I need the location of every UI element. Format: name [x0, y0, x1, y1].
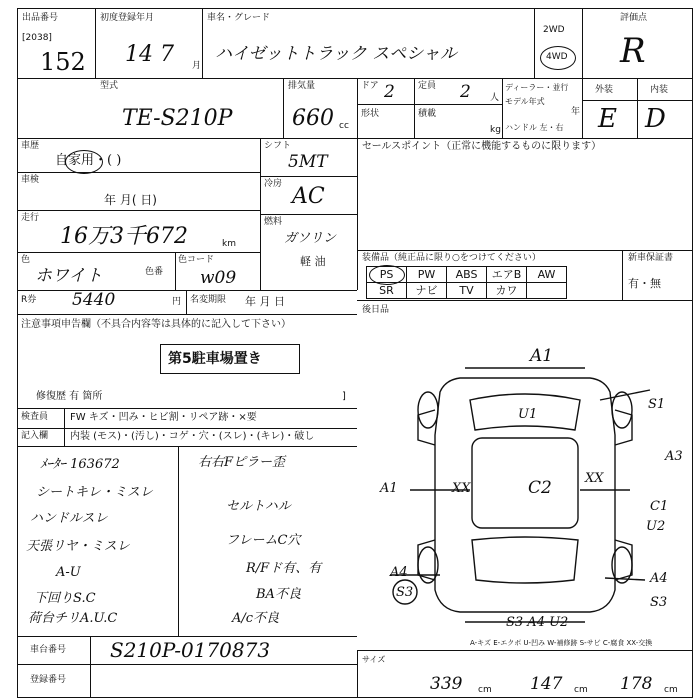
first-reg-label: 初度登録年月	[100, 13, 155, 23]
after-items-label: 後日品	[362, 305, 390, 315]
length-value: 339	[430, 674, 463, 694]
mark-u2-right: U2	[646, 519, 666, 534]
mark-s3-right: S3	[650, 595, 668, 610]
equipment-item: PW	[407, 267, 447, 283]
equipment-item: ABS	[447, 267, 487, 283]
door-label: ドア	[361, 81, 379, 91]
inspector-label: 検査員	[21, 412, 49, 422]
warranty-label: 新車保証書	[628, 253, 674, 263]
lot-label: 出品番号	[22, 13, 59, 23]
damage-legend: A-キズ E-エクボ U-凹み W-補修跡 S-サビ C-腐食 XX-交換	[470, 639, 653, 647]
mark-bottom: S3 A4 U2	[506, 615, 569, 630]
mark-c1: C1	[650, 499, 669, 514]
record-label: 記入欄	[21, 431, 49, 441]
exterior-value: E	[598, 104, 617, 134]
mark-a4-right: A4	[650, 571, 668, 586]
color-value: ホワイト	[35, 266, 103, 286]
grade-value: R	[620, 31, 646, 71]
mark-s3-circle: S3	[396, 585, 414, 600]
capacity-value: 2	[460, 82, 471, 102]
first-reg-value: 14 7	[125, 42, 174, 67]
fw-line: FW キズ・凹み・ヒビ割・リペア跡・×要	[70, 412, 257, 423]
note-frame: フレームC穴	[226, 533, 301, 548]
note-ba: BA不良	[256, 587, 301, 602]
mark-a4-left: A4	[390, 565, 408, 580]
equipment-item: AW	[527, 267, 567, 283]
note-pillar: 右右Fピラー歪	[198, 455, 286, 470]
name-label: 車名・グレード	[207, 13, 271, 23]
year-unit: 年	[571, 107, 581, 117]
equipment-item: SR	[367, 283, 407, 299]
note-cell: セルトハル	[226, 499, 291, 514]
warranty-value: 有・無	[628, 277, 661, 290]
capacity-label: 定員	[418, 81, 437, 91]
width-value: 147	[530, 674, 563, 694]
grade-label: 評価点	[620, 13, 648, 23]
mileage-value: 16万3千672	[60, 224, 188, 249]
inspection-value: 年 月( 日)	[104, 193, 157, 207]
mark-a1-top: A1	[530, 346, 554, 366]
history-value: 自家用・( )	[55, 153, 122, 168]
note-bed: 荷台チリA.U.C	[28, 611, 118, 626]
mark-u1: U1	[518, 407, 538, 422]
parking-value: 第5駐車場置き	[168, 351, 262, 367]
history-circle	[65, 150, 103, 174]
model-value: TE-S210P	[122, 106, 233, 131]
kg-unit: kg	[490, 125, 501, 135]
note-rf: R/Fド有、有	[246, 561, 322, 576]
equipment-item: カワ	[487, 283, 527, 299]
note-underbody: 下回りS.C	[34, 591, 96, 606]
displacement-value: 660	[292, 106, 334, 131]
color-label: 色	[21, 255, 31, 265]
note-meter: ﾒｰﾀｰ 163672	[40, 457, 120, 472]
length-cm: cm	[478, 685, 492, 695]
color-code-label: 色コード	[178, 255, 215, 265]
chassis-value: S210P-0170873	[110, 638, 271, 662]
width-cm: cm	[574, 685, 588, 695]
height-value: 178	[620, 674, 653, 694]
mark-xx-right: XX	[585, 471, 604, 486]
note-au: A-U	[56, 565, 81, 580]
lot-sub: [2038]	[22, 33, 52, 43]
selling-points-label: セールスポイント（正常に機能するものに限ります）	[362, 141, 602, 152]
color-no-label: 色番	[145, 267, 164, 277]
note-ac: A/c不良	[232, 611, 280, 626]
mark-s1: S1	[648, 397, 666, 412]
history-label: 車歴	[21, 141, 40, 151]
equipment-item: ナビ	[407, 283, 447, 299]
shift-value: 5MT	[288, 152, 328, 172]
drive-2wd: 2WD	[543, 25, 565, 35]
fuel-value-diesel: 軽 油	[300, 255, 326, 268]
km-unit: km	[222, 239, 236, 249]
displacement-label: 排気量	[288, 81, 316, 91]
mark-xx-left: XX	[452, 481, 471, 496]
equipment-label: 装備品（純正品に限り○をつけてください）	[362, 253, 541, 263]
repair-bracket: ]	[342, 391, 346, 402]
note-handle: ハンドルスレ	[30, 511, 108, 526]
transfer-label: 名変期限	[190, 295, 227, 305]
equipment-item: TV	[447, 283, 487, 299]
cc-unit: cc	[339, 121, 349, 131]
note-ceiling: 天張リヤ・ミスレ	[26, 539, 130, 554]
exterior-label: 外装	[595, 85, 614, 95]
interior-label: 内装	[650, 85, 669, 95]
reg-label: 登録番号	[30, 675, 67, 685]
note-seat: シートキレ・ミスレ	[36, 485, 153, 500]
handle-label: ハンドル 左・右	[505, 123, 564, 132]
ac-value: AC	[292, 184, 325, 209]
lot-number: 152	[40, 48, 86, 76]
ps-circle	[369, 265, 405, 285]
mileage-label: 走行	[21, 213, 40, 223]
mark-c2: C2	[528, 478, 552, 498]
drive-4wd: 4WD	[546, 52, 568, 62]
interior-value: D	[645, 104, 666, 134]
shift-label: シフト	[264, 141, 292, 151]
recycle-value: 5440	[72, 290, 116, 310]
mark-a3: A3	[665, 449, 683, 464]
fuel-value-gasoline: ガソリン	[284, 231, 337, 246]
notes-label: 注意事項申告欄（不具合内容等は具体的に記入して下さい）	[21, 319, 291, 330]
inspection-label: 車検	[21, 175, 40, 185]
yen-unit: 円	[172, 297, 182, 307]
repair-label: 修復歴 有 箇所	[36, 391, 103, 402]
month-suffix: 月	[192, 61, 202, 71]
ac-label: 冷房	[264, 179, 283, 189]
name-value: ハイゼットトラック スペシャル	[215, 44, 457, 64]
height-cm: cm	[664, 685, 678, 695]
person-unit: 人	[490, 93, 500, 103]
dims-label: サイズ	[362, 655, 386, 664]
dealer-label: ディーラー・並行	[505, 83, 569, 92]
equipment-item: PS	[367, 267, 407, 283]
recycle-label: R券	[21, 295, 37, 305]
equipment-item: エアB	[487, 267, 527, 283]
door-value: 2	[384, 82, 395, 102]
model-year-label: モデル年式	[505, 97, 545, 106]
chassis-label: 車台番号	[30, 645, 67, 655]
interior-line: 内装 (モス)・(汚し)・コゲ・穴・(スレ)・(キレ)・破し	[70, 431, 315, 442]
model-label: 型式	[100, 81, 119, 91]
shape-label: 形状	[361, 109, 380, 119]
fuel-label: 燃料	[264, 217, 283, 227]
color-code-value: w09	[200, 268, 237, 288]
equipment-item	[527, 283, 567, 299]
mark-a1-left: A1	[380, 481, 398, 496]
load-label: 積載	[418, 109, 437, 119]
transfer-value: 年 月 日	[245, 295, 285, 308]
